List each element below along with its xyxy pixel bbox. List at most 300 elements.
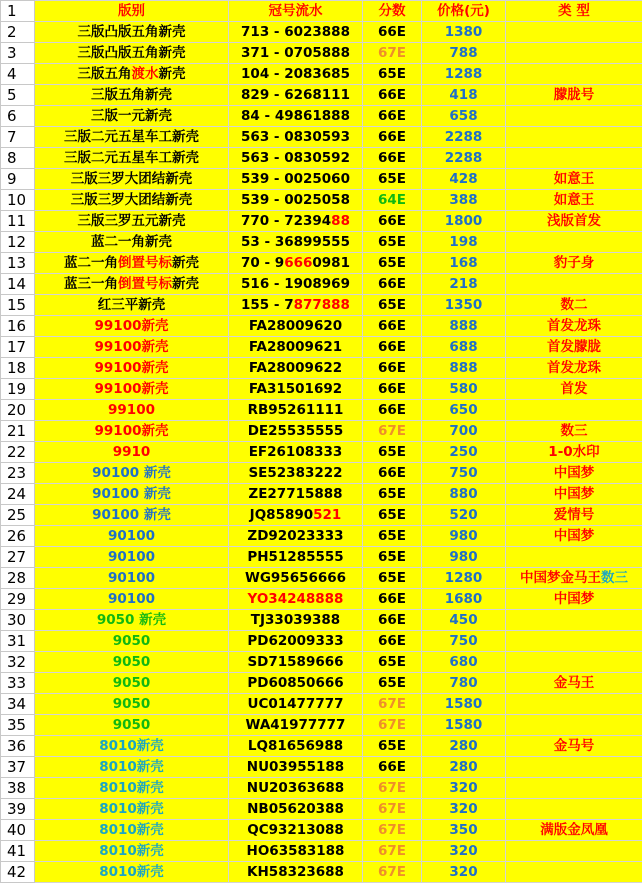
row-number[interactable]: 25 [1,505,35,526]
serial-cell[interactable] [229,358,363,379]
version-cell-text: 9050 [112,633,151,649]
price-cell[interactable]: 198 [422,232,506,253]
price-cell[interactable]: 250 [422,442,506,463]
score-cell[interactable]: 65E [363,736,422,757]
serial-cell[interactable] [229,610,363,631]
serial-cell-text: PD60850666 [247,675,344,691]
score-cell[interactable]: 65E [363,484,422,505]
serial-cell[interactable] [229,442,363,463]
serial-cell[interactable] [229,463,363,484]
serial-cell[interactable] [229,379,363,400]
price-cell[interactable]: 888 [422,358,506,379]
serial-cell[interactable] [229,715,363,736]
row-number[interactable]: 33 [1,673,35,694]
price-cell[interactable]: 280 [422,757,506,778]
score-cell[interactable]: 65E [363,526,422,547]
table-row [1,253,642,274]
serial-cell[interactable] [229,421,363,442]
score-cell[interactable]: 65E [363,568,422,589]
row-number[interactable]: 37 [1,757,35,778]
score-cell[interactable]: 67E [363,799,422,820]
version-cell[interactable] [35,778,229,799]
score-cell[interactable]: 65E [363,673,422,694]
serial-cell[interactable] [229,337,363,358]
row-number[interactable]: 18 [1,358,35,379]
row-number[interactable]: 17 [1,337,35,358]
price-cell[interactable]: 1800 [422,211,506,232]
version-cell[interactable] [35,190,229,211]
serial-cell[interactable] [229,484,363,505]
score-cell[interactable]: 66E [363,316,422,337]
type-cell[interactable] [506,862,642,883]
price-cell[interactable]: 2288 [422,148,506,169]
type-cell[interactable] [506,715,642,736]
type-cell[interactable] [506,610,642,631]
serial-cell[interactable] [229,526,363,547]
score-cell[interactable]: 67E [363,820,422,841]
version-cell[interactable] [35,358,229,379]
serial-cell-text: KH58323688 [247,864,344,880]
price-cell[interactable]: 1350 [422,295,506,316]
type-cell-text: 首发 [560,381,588,397]
version-cell-text: 三版三罗大团结新壳 [70,171,193,187]
type-cell-text: 数三 [560,423,588,439]
serial-cell-text: 539 - 0025058 [241,192,350,208]
row-number[interactable]: 27 [1,547,35,568]
serial-cell[interactable] [229,757,363,778]
price-cell[interactable]: 750 [422,631,506,652]
version-cell-text: 9050 [112,675,151,691]
version-cell[interactable] [35,841,229,862]
version-cell[interactable] [35,316,229,337]
price-cell[interactable]: 1580 [422,715,506,736]
type-cell[interactable] [506,799,642,820]
version-cell[interactable] [35,253,229,274]
price-cell[interactable]: 320 [422,799,506,820]
header-price[interactable]: 价格(元) [422,1,506,22]
type-cell[interactable] [506,442,642,463]
version-cell-text: 红三平新壳 [97,297,166,313]
type-cell[interactable] [506,148,642,169]
table-row [1,316,642,337]
type-cell[interactable] [506,106,642,127]
version-cell[interactable] [35,274,229,295]
version-cell[interactable] [35,295,229,316]
serial-cell[interactable] [229,274,363,295]
version-cell[interactable] [35,568,229,589]
row-number[interactable]: 24 [1,484,35,505]
type-cell[interactable] [506,64,642,85]
type-cell[interactable] [506,463,642,484]
score-cell[interactable]: 65E [363,232,422,253]
score-cell[interactable]: 66E [363,610,422,631]
price-cell[interactable]: 388 [422,190,506,211]
serial-cell-text: LQ81656988 [247,738,344,754]
serial-cell[interactable] [229,127,363,148]
serial-cell[interactable] [229,631,363,652]
type-cell[interactable] [506,820,642,841]
row-number[interactable]: 6 [1,106,35,127]
type-cell[interactable] [506,526,642,547]
version-cell[interactable] [35,379,229,400]
version-cell[interactable] [35,673,229,694]
score-cell[interactable]: 67E [363,841,422,862]
version-cell[interactable] [35,106,229,127]
serial-cell[interactable] [229,862,363,883]
version-cell[interactable] [35,694,229,715]
serial-cell[interactable] [229,778,363,799]
version-cell[interactable] [35,799,229,820]
serial-cell[interactable] [229,652,363,673]
price-cell[interactable]: 788 [422,43,506,64]
type-cell[interactable] [506,337,642,358]
type-cell[interactable] [506,631,642,652]
type-cell[interactable] [506,232,642,253]
price-cell[interactable]: 680 [422,652,506,673]
serial-cell-text: 539 - 0025060 [241,171,350,187]
row-number[interactable]: 20 [1,400,35,421]
row-number[interactable]: 12 [1,232,35,253]
type-cell[interactable] [506,778,642,799]
type-cell[interactable] [506,841,642,862]
price-cell[interactable]: 1580 [422,694,506,715]
header-score[interactable]: 分数 [363,1,422,22]
version-cell-text: 三版二元五星车工新壳 [64,150,199,166]
version-cell[interactable] [35,232,229,253]
serial-cell[interactable] [229,568,363,589]
version-cell[interactable] [35,442,229,463]
type-cell[interactable] [506,85,642,106]
type-cell[interactable] [506,589,642,610]
price-cell[interactable]: 658 [422,106,506,127]
serial-cell[interactable] [229,190,363,211]
row-number[interactable]: 23 [1,463,35,484]
version-cell[interactable] [35,862,229,883]
version-cell[interactable] [35,610,229,631]
table-row [1,526,642,547]
row-number[interactable]: 3 [1,43,35,64]
header-version[interactable]: 版别 [35,1,229,22]
type-cell[interactable] [506,694,642,715]
type-cell[interactable] [506,484,642,505]
serial-cell-text: QC93213088 [247,822,344,838]
row-number[interactable]: 11 [1,211,35,232]
row-number[interactable]: 36 [1,736,35,757]
type-cell[interactable] [506,736,642,757]
price-cell[interactable]: 880 [422,484,506,505]
version-cell-text: 三版五角 [77,66,132,82]
score-cell[interactable]: 67E [363,43,422,64]
table-row [1,463,642,484]
serial-cell[interactable] [229,505,363,526]
price-cell[interactable]: 750 [422,463,506,484]
row-number[interactable]: 41 [1,841,35,862]
row-number[interactable]: 35 [1,715,35,736]
version-cell[interactable] [35,484,229,505]
serial-cell[interactable] [229,169,363,190]
header-serial[interactable]: 冠号流水 [229,1,363,22]
version-cell[interactable] [35,400,229,421]
version-cell-text: 9050 [112,654,151,670]
version-cell-text: 90100 [108,528,155,544]
score-cell[interactable]: 67E [363,694,422,715]
score-cell[interactable]: 66E [363,85,422,106]
score-cell[interactable]: 65E [363,505,422,526]
version-cell[interactable] [35,652,229,673]
version-cell[interactable] [35,526,229,547]
serial-cell[interactable] [229,106,363,127]
row-number[interactable]: 2 [1,22,35,43]
score-cell[interactable]: 66E [363,589,422,610]
row-number[interactable]: 40 [1,820,35,841]
serial-cell[interactable] [229,673,363,694]
serial-cell[interactable] [229,232,363,253]
score-cell[interactable]: 67E [363,715,422,736]
serial-cell-text: 53 - 36899555 [241,234,350,250]
type-cell[interactable] [506,190,642,211]
type-cell[interactable] [506,295,642,316]
serial-cell[interactable] [229,589,363,610]
score-cell[interactable]: 66E [363,274,422,295]
version-cell-text: 新壳 [172,276,199,292]
type-cell[interactable] [506,673,642,694]
row-number[interactable]: 29 [1,589,35,610]
row-number[interactable]: 1 [1,1,35,22]
row-number[interactable]: 39 [1,799,35,820]
version-cell-text: 蓝三一角 [64,276,118,292]
row-number[interactable]: 34 [1,694,35,715]
price-cell[interactable]: 1680 [422,589,506,610]
score-cell[interactable]: 67E [363,778,422,799]
version-cell[interactable] [35,85,229,106]
table-row [1,589,642,610]
serial-cell[interactable] [229,43,363,64]
header-type[interactable]: 类 型 [506,1,642,22]
version-cell-text: 三版五角新壳 [91,87,172,103]
version-cell-text: 三版三罗大团结新壳 [70,192,193,208]
price-cell[interactable]: 980 [422,547,506,568]
score-cell[interactable]: 65E [363,253,422,274]
price-cell[interactable]: 650 [422,400,506,421]
score-cell[interactable]: 65E [363,295,422,316]
table-row [1,736,642,757]
table-row [1,694,642,715]
serial-cell[interactable] [229,211,363,232]
price-cell[interactable]: 888 [422,316,506,337]
row-number[interactable]: 9 [1,169,35,190]
price-cell[interactable]: 450 [422,610,506,631]
score-cell[interactable]: 66E [363,400,422,421]
price-cell[interactable]: 688 [422,337,506,358]
type-cell[interactable] [506,211,642,232]
price-cell[interactable]: 780 [422,673,506,694]
price-cell[interactable]: 520 [422,505,506,526]
price-cell[interactable]: 580 [422,379,506,400]
score-cell[interactable]: 65E [363,547,422,568]
serial-cell[interactable] [229,547,363,568]
serial-cell[interactable] [229,400,363,421]
row-number[interactable]: 38 [1,778,35,799]
table-row [1,631,642,652]
row-number[interactable]: 19 [1,379,35,400]
version-cell[interactable] [35,148,229,169]
type-cell-text: 数二 [560,297,588,313]
type-cell[interactable] [506,547,642,568]
serial-cell[interactable] [229,841,363,862]
version-cell[interactable] [35,337,229,358]
serial-cell[interactable] [229,799,363,820]
score-cell[interactable]: 66E [363,148,422,169]
version-cell[interactable] [35,736,229,757]
version-cell[interactable] [35,820,229,841]
version-cell[interactable] [35,64,229,85]
row-number[interactable]: 32 [1,652,35,673]
table-row [1,484,642,505]
serial-cell-text: TJ33039388 [250,612,341,628]
score-cell[interactable]: 67E [363,421,422,442]
serial-cell-text: NU03955188 [246,759,345,775]
type-cell[interactable] [506,169,642,190]
row-number[interactable]: 28 [1,568,35,589]
version-cell-text: 9050 [112,696,151,712]
score-cell[interactable]: 65E [363,64,422,85]
serial-cell[interactable] [229,694,363,715]
table-row [1,505,642,526]
type-cell[interactable] [506,253,642,274]
price-cell[interactable]: 428 [422,169,506,190]
type-cell[interactable] [506,274,642,295]
version-cell[interactable] [35,715,229,736]
price-cell[interactable]: 2288 [422,127,506,148]
price-cell[interactable]: 1288 [422,64,506,85]
version-cell[interactable] [35,589,229,610]
serial-cell[interactable] [229,316,363,337]
row-number[interactable]: 10 [1,190,35,211]
serial-cell[interactable] [229,820,363,841]
price-cell[interactable]: 700 [422,421,506,442]
score-cell[interactable]: 66E [363,463,422,484]
version-cell[interactable] [35,463,229,484]
price-cell[interactable]: 168 [422,253,506,274]
serial-cell-text: 563 - 0830592 [241,150,350,166]
version-cell[interactable] [35,757,229,778]
score-cell[interactable]: 64E [363,190,422,211]
score-cell[interactable]: 66E [363,106,422,127]
type-cell[interactable] [506,421,642,442]
score-cell[interactable]: 67E [363,862,422,883]
version-cell[interactable] [35,421,229,442]
score-cell[interactable]: 65E [363,442,422,463]
table-body [1,22,642,883]
score-cell[interactable]: 65E [363,652,422,673]
serial-cell[interactable] [229,736,363,757]
type-cell-text: 首发龙珠 [547,318,601,334]
version-cell[interactable] [35,169,229,190]
price-cell[interactable]: 418 [422,85,506,106]
score-cell[interactable]: 66E [363,211,422,232]
price-cell[interactable]: 1280 [422,568,506,589]
version-cell-text: 99100新壳 [94,423,169,439]
version-cell[interactable] [35,505,229,526]
score-cell[interactable]: 66E [363,379,422,400]
type-cell[interactable] [506,358,642,379]
score-cell[interactable]: 66E [363,358,422,379]
row-number[interactable]: 30 [1,610,35,631]
type-cell[interactable] [506,43,642,64]
type-cell[interactable] [506,127,642,148]
type-cell[interactable] [506,400,642,421]
row-number[interactable]: 22 [1,442,35,463]
type-cell-text: 首发龙珠 [547,360,601,376]
serial-cell[interactable] [229,295,363,316]
table-row [1,64,642,85]
price-cell[interactable]: 980 [422,526,506,547]
version-cell[interactable] [35,211,229,232]
version-cell[interactable] [35,547,229,568]
type-cell-text: 中国梦 [553,486,595,502]
score-cell[interactable]: 66E [363,631,422,652]
version-cell[interactable] [35,22,229,43]
type-cell[interactable] [506,316,642,337]
row-number[interactable]: 42 [1,862,35,883]
score-cell[interactable]: 66E [363,22,422,43]
score-cell[interactable]: 66E [363,127,422,148]
type-cell[interactable] [506,757,642,778]
version-cell[interactable] [35,631,229,652]
row-number[interactable]: 7 [1,127,35,148]
price-cell[interactable]: 1380 [422,22,506,43]
score-cell[interactable]: 66E [363,337,422,358]
type-cell[interactable] [506,652,642,673]
serial-cell-text: SE52383222 [248,465,343,481]
type-cell[interactable] [506,505,642,526]
type-cell[interactable] [506,22,642,43]
score-cell[interactable]: 65E [363,169,422,190]
version-cell[interactable] [35,127,229,148]
type-cell[interactable] [506,568,642,589]
row-number[interactable]: 4 [1,64,35,85]
price-cell[interactable]: 320 [422,778,506,799]
price-cell[interactable]: 280 [422,736,506,757]
row-number[interactable]: 14 [1,274,35,295]
serial-cell[interactable] [229,148,363,169]
price-cell[interactable]: 218 [422,274,506,295]
row-number[interactable]: 21 [1,421,35,442]
serial-cell[interactable] [229,85,363,106]
row-number[interactable]: 13 [1,253,35,274]
price-cell[interactable]: 350 [422,820,506,841]
row-number[interactable]: 8 [1,148,35,169]
table-row [1,862,642,883]
price-cell[interactable]: 320 [422,862,506,883]
row-number[interactable]: 5 [1,85,35,106]
row-number[interactable]: 16 [1,316,35,337]
serial-cell[interactable] [229,22,363,43]
price-cell[interactable]: 320 [422,841,506,862]
row-number[interactable]: 15 [1,295,35,316]
serial-cell[interactable] [229,64,363,85]
serial-cell-text: SD71589666 [247,654,344,670]
version-cell-text: 99100新壳 [94,381,169,397]
row-number[interactable]: 31 [1,631,35,652]
version-cell[interactable] [35,43,229,64]
row-number[interactable]: 26 [1,526,35,547]
version-cell-text: 90100 新壳 [92,465,171,481]
score-cell[interactable]: 66E [363,757,422,778]
type-cell[interactable] [506,379,642,400]
serial-cell[interactable] [229,253,363,274]
table-row [1,106,642,127]
